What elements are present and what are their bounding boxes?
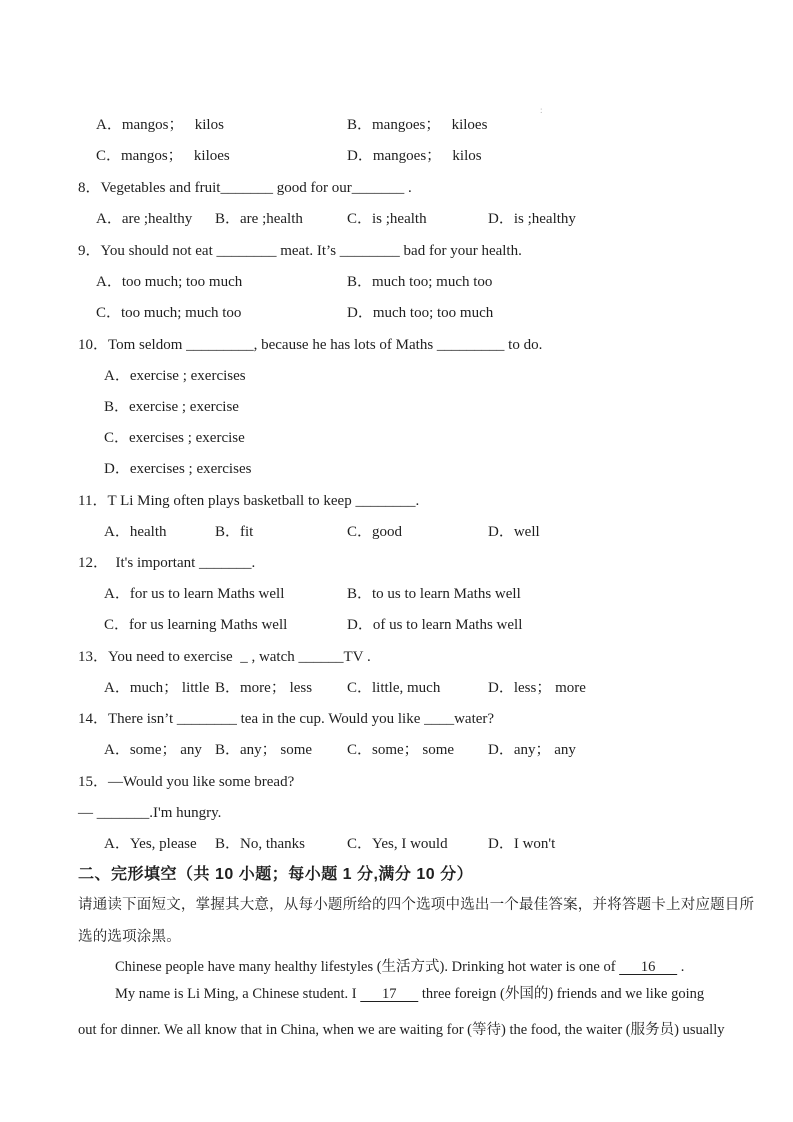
stray-mark: : (540, 105, 543, 115)
question-9-option-c: C．too much; much too (96, 305, 242, 321)
blank-16: 16 (619, 959, 678, 975)
question-13-stem: 13．You need to exercise _ , watch ______TV . (78, 649, 371, 665)
question-14-option-a: A．some； any (104, 742, 202, 758)
question-12-option-b: B．to us to learn Maths well (347, 586, 521, 602)
question-14-option-b: B．any； some (215, 742, 313, 758)
question-10-option-d: D．exercises ; exercises (104, 461, 252, 477)
question-14-option-c: C．some； some (347, 742, 455, 758)
question-7-option-d: D．mangoes； kilos (347, 148, 482, 164)
passage-line-1-end: . (677, 959, 685, 975)
question-7-option-a: A．mangos； kilos (96, 117, 224, 133)
question-11-option-c: C．good (347, 524, 403, 540)
question-14-stem: 14．There isn’t ________ tea in the cup. Would you like ____water? (78, 711, 495, 727)
section-2-instructions-line-2: 选的选项涂黑。 (78, 929, 181, 945)
question-7-option-c: C．mangos； kiloes (96, 148, 230, 164)
question-7-option-b: B．mangoes； kiloes (347, 117, 488, 133)
question-14-option-d: D．any； any (488, 742, 576, 758)
question-10-option-a: A．exercise ; exercises (104, 368, 246, 384)
passage-line-2-end: three foreign (外国的) friends and we like going (418, 986, 705, 1002)
section-2-instructions-line-1: 请通读下面短文，掌握其大意，从每小题所给的四个选项中选出一个最佳答案，并将答题卡上对应题目所 (78, 897, 755, 913)
question-15-option-c: C．Yes, I would (347, 836, 448, 852)
question-13-option-c: C．little, much (347, 680, 441, 696)
question-8-option-b: B．are ;health (215, 211, 303, 227)
question-12-stem: 12． It's important _______. (78, 555, 256, 571)
question-8-stem: 8．Vegetables and fruit_______ good for our_______ . (78, 180, 412, 196)
question-9-option-d: D．much too; too much (347, 305, 494, 321)
passage-line-2 (115, 986, 704, 1003)
passage-line-3: out for dinner. We all know that in China, when we are waiting for (等待) the food, the waiter (服务员) usually (78, 1022, 725, 1038)
section-2-header: 二、完形填空（共 10 小题；每小题 1 分,满分 10 分） (78, 866, 474, 883)
question-15-option-a: A．Yes, please (104, 836, 197, 852)
question-9-option-a: A．too much; too much (96, 274, 243, 290)
question-15-option-d: D．I won't (488, 836, 556, 852)
question-8-option-a: A．are ;healthy (96, 211, 193, 227)
question-13-option-a: A．much； little (104, 680, 210, 696)
question-12-option-d: D．of us to learn Maths well (347, 617, 523, 633)
question-8-option-d: D．is ;healthy (488, 211, 576, 227)
question-8-option-c: C．is ;health (347, 211, 427, 227)
passage-line-1-text: Chinese people have many healthy lifestyles (生活方式). Drinking hot water is one of (115, 959, 620, 975)
question-13-option-d: D．less； more (488, 680, 586, 696)
question-10-stem: 10．Tom seldom _________, because he has lots of Maths _________ to do. (78, 337, 543, 353)
question-15-stem: 15．—Would you like some bread? (78, 774, 295, 790)
passage-line-1 (115, 959, 684, 976)
question-11-stem: 11．T Li Ming often plays basketball to keep ________. (78, 493, 420, 509)
question-15-answer-line: — _______.I'm hungry. (78, 805, 222, 821)
question-11-option-b: B．fit (215, 524, 254, 540)
question-12-option-a: A．for us to learn Maths well (104, 586, 285, 602)
question-13-option-b: B．more； less (215, 680, 313, 696)
passage-line-2-text: My name is Li Ming, a Chinese student. I (115, 986, 361, 1002)
question-11-option-d: D．well (488, 524, 540, 540)
question-15-option-b: B．No, thanks (215, 836, 306, 852)
question-11-option-a: A．health (104, 524, 167, 540)
question-10-option-b: B．exercise ; exercise (104, 399, 239, 415)
question-9-option-b: B．much too; much too (347, 274, 493, 290)
question-12-option-c: C．for us learning Maths well (104, 617, 288, 633)
question-9-stem: 9．You should not eat ________ meat. It’s ________ bad for your health. (78, 243, 522, 259)
blank-17: 17 (360, 986, 419, 1002)
question-10-option-c: C．exercises ; exercise (104, 430, 245, 446)
